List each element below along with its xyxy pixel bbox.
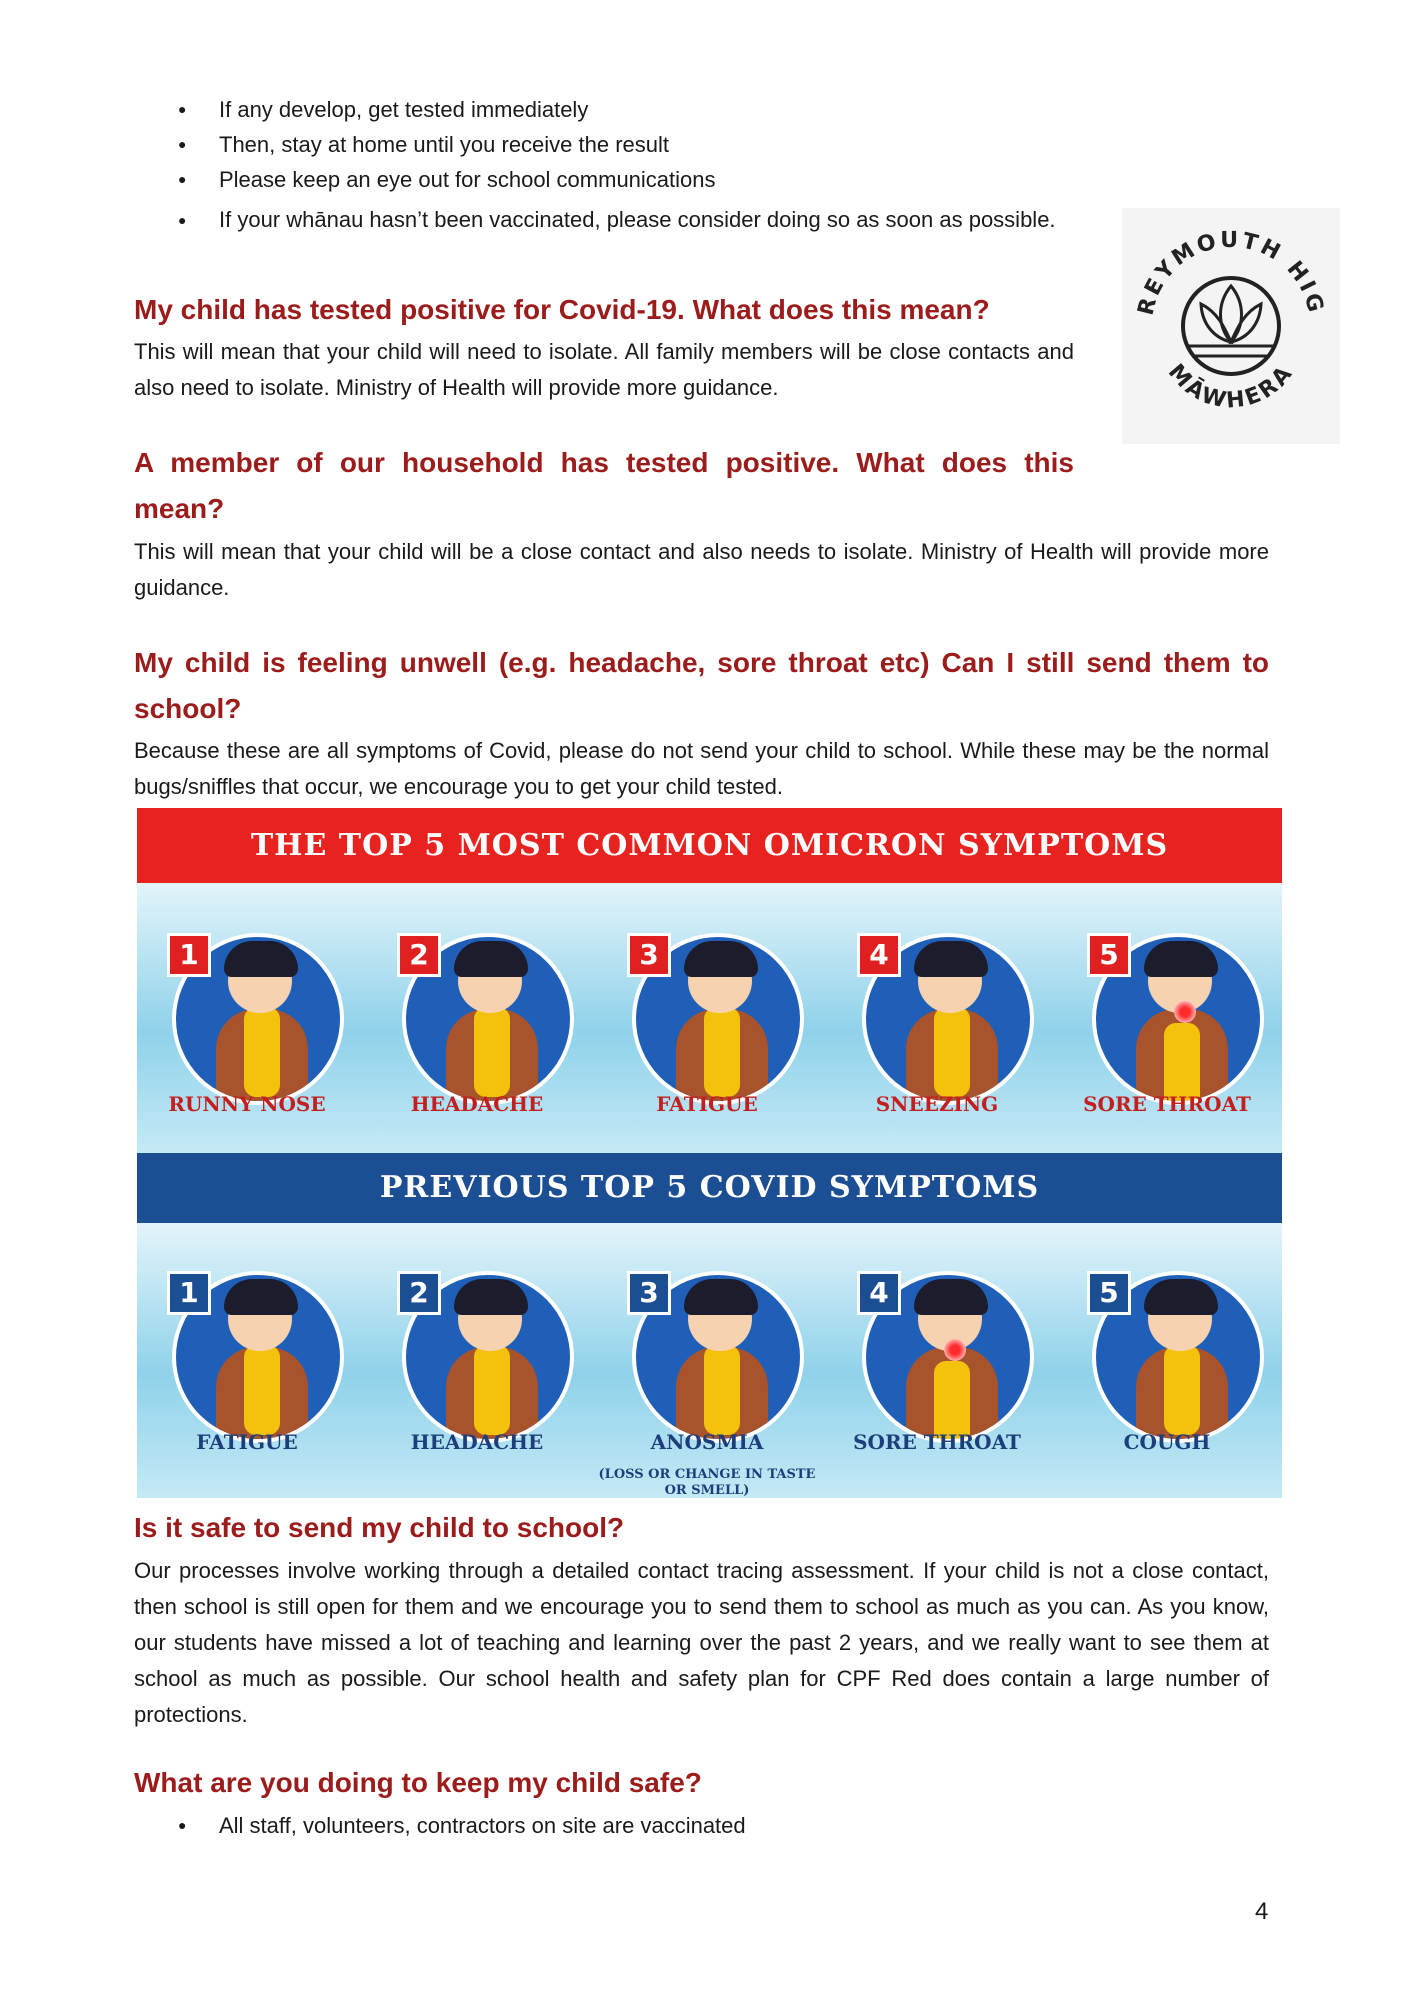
symptom-number: 2 (397, 933, 441, 977)
svg-text:MĀWHERA: MĀWHERA (1162, 359, 1299, 414)
symptom-label: SORE THROAT (853, 1430, 1021, 1454)
symptom-card (147, 893, 347, 1123)
covid-symptoms-infographic (137, 808, 1282, 1498)
symptom-card (147, 1231, 347, 1461)
symptom-number: 5 (1087, 933, 1131, 977)
symptom-card (837, 893, 1037, 1123)
symptom-label: HEADACHE (410, 1430, 544, 1454)
heading-tested-positive: My child has tested positive for Covid-19. What does this mean? (134, 294, 990, 325)
symptom-number: 1 (167, 933, 211, 977)
symptom-card (1067, 893, 1267, 1123)
bullet-item: ● If your whānau hasn’t been vaccinated, please consider doing so as soon as possible. (134, 197, 1076, 243)
heading-unwell: My child is feeling unwell (e.g. headache, sore throat etc) Can I still send them to school? (134, 647, 1269, 724)
previous-title: PREVIOUS TOP 5 COVID SYMPTOMS (137, 1153, 1282, 1223)
symptom-number: 5 (1087, 1271, 1131, 1315)
symptom-card (377, 893, 577, 1123)
symptom-number: 2 (397, 1271, 441, 1315)
greymouth-high-emblem-icon (1122, 208, 1340, 444)
omicron-panel (137, 883, 1282, 1153)
heading-household-positive: A member of our household has tested positive. What does this mean? (134, 447, 1074, 524)
bullet-item: ● Please keep an eye out for school communications (134, 162, 1076, 197)
symptom-number: 4 (857, 1271, 901, 1315)
symptom-label: ANOSMIA (650, 1430, 764, 1454)
top-bullet-list (134, 92, 1076, 243)
symptom-card (1067, 1231, 1267, 1461)
heading-keep-safe: What are you doing to keep my child safe? (134, 1767, 702, 1798)
body-is-it-safe: Our processes involve working through a detailed contact tracing assessment. If your child is not a close contact, then school is still open for them and we encourage you to send them to school as much as you can. As you know, our students have missed a lot of teaching and learning over the past 2 years, and we really want to see them at school as much as possible. Our school health and safety plan for CPF Red does contain a large number of protections. (134, 1558, 1269, 1727)
symptom-number: 3 (627, 1271, 671, 1315)
symptom-label: SNEEZING (875, 1092, 999, 1116)
symptom-label: FATIGUE (656, 1092, 758, 1116)
symptom-card (377, 1231, 577, 1461)
body-tested-positive: This will mean that your child will need to isolate. All family members will be close contacts and also need to isolate. Ministry of Health will provide more guidance. (134, 339, 1074, 400)
bullet-item: ● Then, stay at home until you receive the result (134, 127, 1076, 162)
symptom-label: COUGH (1123, 1430, 1211, 1454)
bullet-item: ● All staff, volunteers, contractors on site are vaccinated (134, 1808, 1269, 1843)
previous-panel (137, 1223, 1282, 1498)
symptom-label: RUNNY NOSE (168, 1092, 326, 1116)
body-unwell: Because these are all symptoms of Covid, please do not send your child to school. While these may be the normal bugs/sniffles that occur, we encourage you to get your child tested. (134, 738, 1269, 799)
symptom-number: 3 (627, 933, 671, 977)
keep-safe-bullet-list (134, 1808, 1269, 1843)
bullet-item: ● If any develop, get tested immediately (134, 92, 1076, 127)
omicron-title: THE TOP 5 MOST COMMON OMICRON SYMPTOMS (137, 808, 1282, 883)
page-number: 4 (1255, 1898, 1269, 1925)
svg-text:GREYMOUTH HIGH: REYMOUTH HIG (1133, 227, 1329, 318)
heading-is-it-safe: Is it safe to send my child to school? (134, 1512, 625, 1543)
symptom-sublabel: (LOSS OR CHANGE IN TASTE OR SMELL) (598, 1467, 816, 1498)
symptom-number: 4 (857, 933, 901, 977)
body-household-positive: This will mean that your child will be a close contact and also needs to isolate. Ministry of Health will provide more guidance. (134, 539, 1269, 600)
symptom-card (607, 893, 807, 1123)
symptom-label: SORE THROAT (1083, 1092, 1251, 1116)
symptom-label: FATIGUE (196, 1430, 298, 1454)
school-logo (1122, 208, 1340, 444)
symptom-card (598, 1231, 816, 1498)
symptom-card (837, 1231, 1037, 1461)
symptom-label: HEADACHE (410, 1092, 544, 1116)
symptom-number: 1 (167, 1271, 211, 1315)
